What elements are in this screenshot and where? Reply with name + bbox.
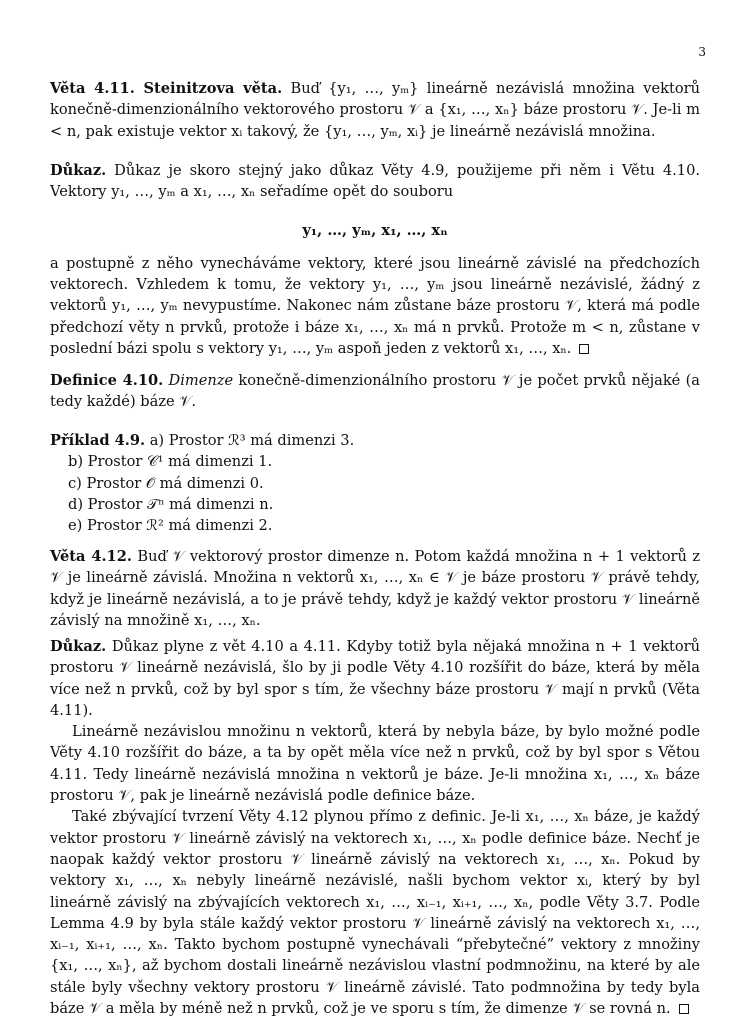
qed-symbol — [679, 1004, 689, 1014]
example-item-c: c) Prostor 𝒪 má dimenzi 0. — [68, 474, 264, 492]
proof-paragraph-3: Také zbývající tvrzení Věty 4.12 plynou přímo z definic. Je-li x₁, …, xₙ báze, je každý vektor prostoru 𝒱 lineárně závislý na vektorech x₁, …, xₙ podle definice báze. Nechť je naopak každý vektor prostoru 𝒱 lineárně závislý na vektorech x₁, …, xₙ. Pokud by vektory x₁, …, xₙ nebyly lineárně nezávislé, našli bychom vektor xᵢ, který by byl lineárně závislý na zbývajících vektorech x₁, …, xᵢ₋₁, xᵢ₊₁, …, xₙ, podle Věty 3.7. Podle Lemma 4.9 by byla stále každý vektor prostoru 𝒱 lineárně závislý na vektorech x₁, …, xᵢ₋₁, xᵢ₊₁, …, xₙ. Takto bychom postupně vynechávali “přebytečné” vektory z množiny {x₁, …, xₙ}, až bychom dostali lineárně nezávislou vlastní podmnožinu, na které by ale stále byly všechny vektory prostoru 𝒱 lineárně závislé. Tato podmnožina by tedy byla báze 𝒱 a měla by méně než n prvků, což je ve sporu s tím, že dimenze 𝒱 se rovná n. — [50, 808, 700, 1018]
theorem-text: Buď {y₁, …, yₘ} lineárně nezávislá množina vektorů konečně-dimenzionálního vektorového prostoru 𝒱 a {x₁, …, xₙ} báze prostoru 𝒱. Je-li m < n, pak existuje vektor xᵢ takový, že {y₁, …, yₘ, xᵢ} je lineárně nezávislá množina. — [50, 80, 700, 140]
theorem-heading: Věta 4.12. — [50, 548, 132, 565]
definition-heading: Definice 4.10. — [50, 372, 164, 389]
definition-text: konečně-dimenzionálního prostoru 𝒱 je počet prvků nějaké (a tedy každé) báze 𝒱. — [50, 372, 700, 411]
theorem-4-11 — [50, 78, 700, 142]
example-item-b: b) Prostor 𝒞¹ má dimenzi 1. — [68, 453, 273, 471]
proof-heading: Důkaz. — [50, 638, 107, 655]
theorem-text: Buď 𝒱 vektorový prostor dimenze n. Potom každá množina n + 1 vektorů z 𝒱 je lineárně závislá. Množina n vektorů x₁, …, xₙ ∈ 𝒱 je báze prostoru 𝒱 právě tehdy, když je lineárně nezávislá, a to je právě tehdy, když je každý vektor prostoru 𝒱 lineárně závislý na množině x₁, …, xₙ. — [50, 548, 701, 629]
theorem-heading: Věta 4.11. Steinitzova věta. — [50, 80, 283, 97]
example-item-e: e) Prostor ℛ² má dimenzi 2. — [68, 517, 273, 535]
qed-symbol — [579, 344, 589, 354]
example-heading: Příklad 4.9. — [50, 432, 146, 449]
example-4-9 — [50, 430, 700, 536]
theorem-4-12 — [50, 546, 700, 631]
definition-4-10 — [50, 370, 700, 413]
proof-paragraph-2: Lineárně nezávislou množinu n vektorů, která by nebyla báze, by bylo možné podle Věty 4.10 rozšířit do báze, a ta by opět měla více než n prvků, což by byl spor s Větou 4.11. Tedy lineárně nezávislá množina n vektorů je báze. Je-li množina x₁, …, xₙ báze prostoru 𝒱, pak je lineárně nezávislá podle definice báze. — [50, 723, 700, 805]
proof-4-12 — [50, 636, 700, 1019]
proof-text: Důkaz je skoro stejný jako důkaz Věty 4.9, použijeme při něm i Větu 4.10. Vektory y₁, …, yₘ a x₁, …, xₙ seřadíme opět do souboru — [50, 162, 701, 201]
page-number: 3 — [698, 45, 706, 59]
proof-heading: Důkaz. — [50, 162, 107, 179]
display-equation: y₁, …, yₘ, x₁, …, xₙ — [302, 221, 448, 239]
example-item-a: a) Prostor ℛ³ má dimenzi 3. — [149, 432, 355, 449]
proof-text-continued: a postupně z něho vynecháváme vektory, které jsou lineárně závislé na předchozích vektorech. Vzhledem k tomu, že vektory y₁, …, yₘ jsou lineárně nezávislé, žádný z vektorů y₁, …, yₘ nevypustíme. Nakonec nám zůstane báze prostoru 𝒱, která má podle předchozí věty n prvků, protože i báze x₁, …, xₙ má n prvků. Protože m < n, zůstane v poslední bázi spolu s vektory y₁, …, yₘ aspoň jeden z vektorů x₁, …, xₙ. — [50, 254, 700, 358]
proof-paragraph-1: Důkaz plyne z vět 4.10 a 4.11. Kdyby totiž byla nějaká množina n + 1 vektorů prostoru 𝒱 lineárně nezávislá, šlo by ji podle Věty 4.10 rozšířit do báze, která by měla více než n prvků, což by byl spor s tím, že všechny báze prostoru 𝒱 mají n prvků (Věta 4.11). — [50, 638, 700, 719]
definition-term: Dimenze — [168, 372, 234, 389]
example-item-d: d) Prostor 𝒯ⁿ má dimenzi n. — [68, 495, 274, 513]
proof-4-11 — [50, 160, 700, 359]
